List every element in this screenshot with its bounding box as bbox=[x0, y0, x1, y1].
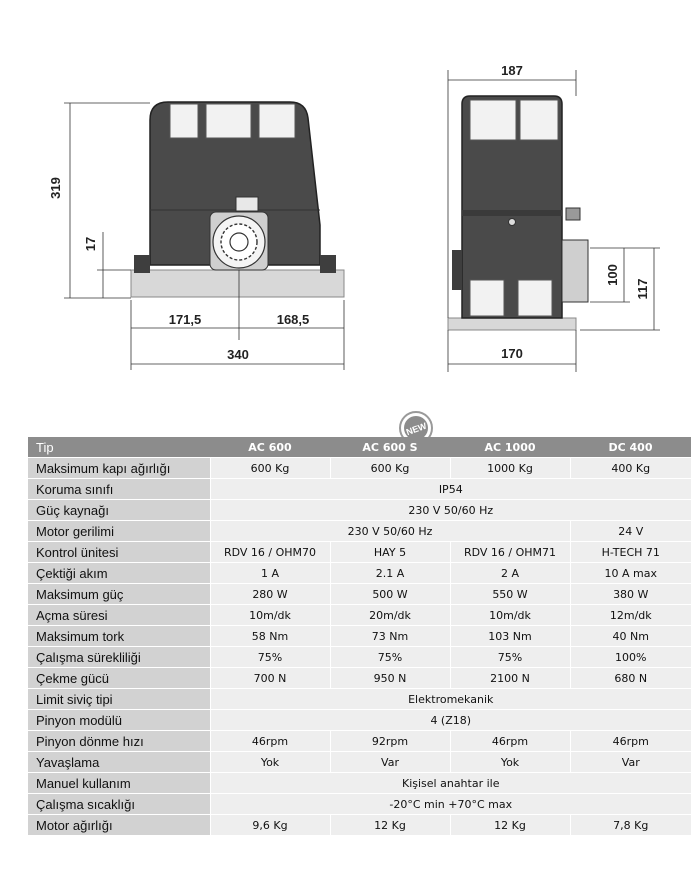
row-value: 700 N bbox=[210, 668, 330, 689]
row-label: Manuel kullanım bbox=[28, 773, 210, 794]
row-value: 46rpm bbox=[210, 731, 330, 752]
row-label: Açma süresi bbox=[28, 605, 210, 626]
row-label: Motor gerilimi bbox=[28, 521, 210, 542]
dim-height-117: 117 bbox=[635, 278, 650, 300]
column-header: AC 600 S bbox=[330, 437, 450, 458]
row-label: Çekme gücü bbox=[28, 668, 210, 689]
table-row bbox=[28, 458, 691, 479]
table-row bbox=[28, 689, 691, 710]
row-value: 2100 N bbox=[450, 668, 570, 689]
row-value: 75% bbox=[330, 647, 450, 668]
row-value: 2.1 A bbox=[330, 563, 450, 584]
dim-side-depth: 187 bbox=[501, 63, 523, 78]
header-label: Tip bbox=[28, 437, 210, 458]
row-value: 10 A max bbox=[570, 563, 691, 584]
column-header: DC 400 bbox=[570, 437, 691, 458]
row-label: Çalışma sıcaklığı bbox=[28, 794, 210, 815]
row-label: Kontrol ünitesi bbox=[28, 542, 210, 563]
table-row bbox=[28, 752, 691, 773]
dim-base-height: 17 bbox=[83, 236, 98, 252]
row-value: 12m/dk bbox=[570, 605, 691, 626]
row-value: 12 Kg bbox=[450, 815, 570, 836]
row-value: 10m/dk bbox=[210, 605, 330, 626]
row-value: 58 Nm bbox=[210, 626, 330, 647]
table-row bbox=[28, 542, 691, 563]
row-value: 9,6 Kg bbox=[210, 815, 330, 836]
table-header-row bbox=[28, 437, 691, 458]
row-label: Maksimum güç bbox=[28, 584, 210, 605]
row-value: 75% bbox=[210, 647, 330, 668]
row-label: Çalışma sürekliliği bbox=[28, 647, 210, 668]
row-value: 100% bbox=[570, 647, 691, 668]
row-value: 230 V 50/60 Hz bbox=[210, 500, 691, 521]
row-value: 20m/dk bbox=[330, 605, 450, 626]
table-row bbox=[28, 815, 691, 836]
row-value: 950 N bbox=[330, 668, 450, 689]
row-value: Elektromekanik bbox=[210, 689, 691, 710]
spec-table bbox=[28, 437, 691, 836]
spec-table-body bbox=[28, 458, 691, 836]
row-value: RDV 16 / OHM71 bbox=[450, 542, 570, 563]
row-value: Kişisel anahtar ile bbox=[210, 773, 691, 794]
table-row bbox=[28, 584, 691, 605]
row-value: 600 Kg bbox=[330, 458, 450, 479]
dim-height-100: 100 bbox=[605, 264, 620, 286]
technical-drawing bbox=[0, 0, 700, 420]
new-badge-label: NEW bbox=[404, 420, 428, 438]
table-row bbox=[28, 731, 691, 752]
row-value: 46rpm bbox=[570, 731, 691, 752]
dim-front-width: 340 bbox=[227, 347, 249, 362]
row-value: IP54 bbox=[210, 479, 691, 500]
column-header: AC 1000 bbox=[450, 437, 570, 458]
row-value: 73 Nm bbox=[330, 626, 450, 647]
row-value: 1 A bbox=[210, 563, 330, 584]
row-value: 12 Kg bbox=[330, 815, 450, 836]
row-value: -20°C min +70°C max bbox=[210, 794, 691, 815]
row-label: Maksimum tork bbox=[28, 626, 210, 647]
row-label: Motor ağırlığı bbox=[28, 815, 210, 836]
table-row bbox=[28, 605, 691, 626]
row-value: 1000 Kg bbox=[450, 458, 570, 479]
row-label: Limit siviç tipi bbox=[28, 689, 210, 710]
row-value: Var bbox=[570, 752, 691, 773]
row-value: 92rpm bbox=[330, 731, 450, 752]
row-value: HAY 5 bbox=[330, 542, 450, 563]
row-label: Maksimum kapı ağırlığı bbox=[28, 458, 210, 479]
row-label: Yavaşlama bbox=[28, 752, 210, 773]
row-value: 230 V 50/60 Hz bbox=[210, 521, 570, 542]
dim-height-total: 319 bbox=[48, 177, 63, 199]
row-value: 75% bbox=[450, 647, 570, 668]
row-label: Çektiği akım bbox=[28, 563, 210, 584]
table-row bbox=[28, 563, 691, 584]
front-view bbox=[131, 102, 344, 297]
row-value: 600 Kg bbox=[210, 458, 330, 479]
row-value: 500 W bbox=[330, 584, 450, 605]
table-row bbox=[28, 500, 691, 521]
table-row bbox=[28, 710, 691, 731]
row-label: Pinyon modülü bbox=[28, 710, 210, 731]
table-row bbox=[28, 479, 691, 500]
row-value: 2 A bbox=[450, 563, 570, 584]
column-header: AC 600 bbox=[210, 437, 330, 458]
row-value: Yok bbox=[450, 752, 570, 773]
row-value: 4 (Z18) bbox=[210, 710, 691, 731]
row-value: 7,8 Kg bbox=[570, 815, 691, 836]
row-value: RDV 16 / OHM70 bbox=[210, 542, 330, 563]
row-label: Güç kaynağı bbox=[28, 500, 210, 521]
row-label: Koruma sınıfı bbox=[28, 479, 210, 500]
row-value: 380 W bbox=[570, 584, 691, 605]
table-row bbox=[28, 521, 691, 542]
row-value: 280 W bbox=[210, 584, 330, 605]
table-row bbox=[28, 668, 691, 689]
table-row bbox=[28, 647, 691, 668]
row-value: 550 W bbox=[450, 584, 570, 605]
row-value: Var bbox=[330, 752, 450, 773]
row-value: 680 N bbox=[570, 668, 691, 689]
dim-left-offset: 171,5 bbox=[168, 312, 202, 327]
row-value: 24 V bbox=[570, 521, 691, 542]
table-row bbox=[28, 794, 691, 815]
dim-side-base: 170 bbox=[501, 346, 523, 361]
row-value: Yok bbox=[210, 752, 330, 773]
row-value: H-TECH 71 bbox=[570, 542, 691, 563]
side-view bbox=[448, 96, 588, 330]
row-value: 400 Kg bbox=[570, 458, 691, 479]
row-value: 46rpm bbox=[450, 731, 570, 752]
table-row bbox=[28, 626, 691, 647]
table-row bbox=[28, 773, 691, 794]
row-label: Pinyon dönme hızı bbox=[28, 731, 210, 752]
row-value: 10m/dk bbox=[450, 605, 570, 626]
dim-right-offset: 168,5 bbox=[276, 312, 310, 327]
row-value: 40 Nm bbox=[570, 626, 691, 647]
row-value: 103 Nm bbox=[450, 626, 570, 647]
